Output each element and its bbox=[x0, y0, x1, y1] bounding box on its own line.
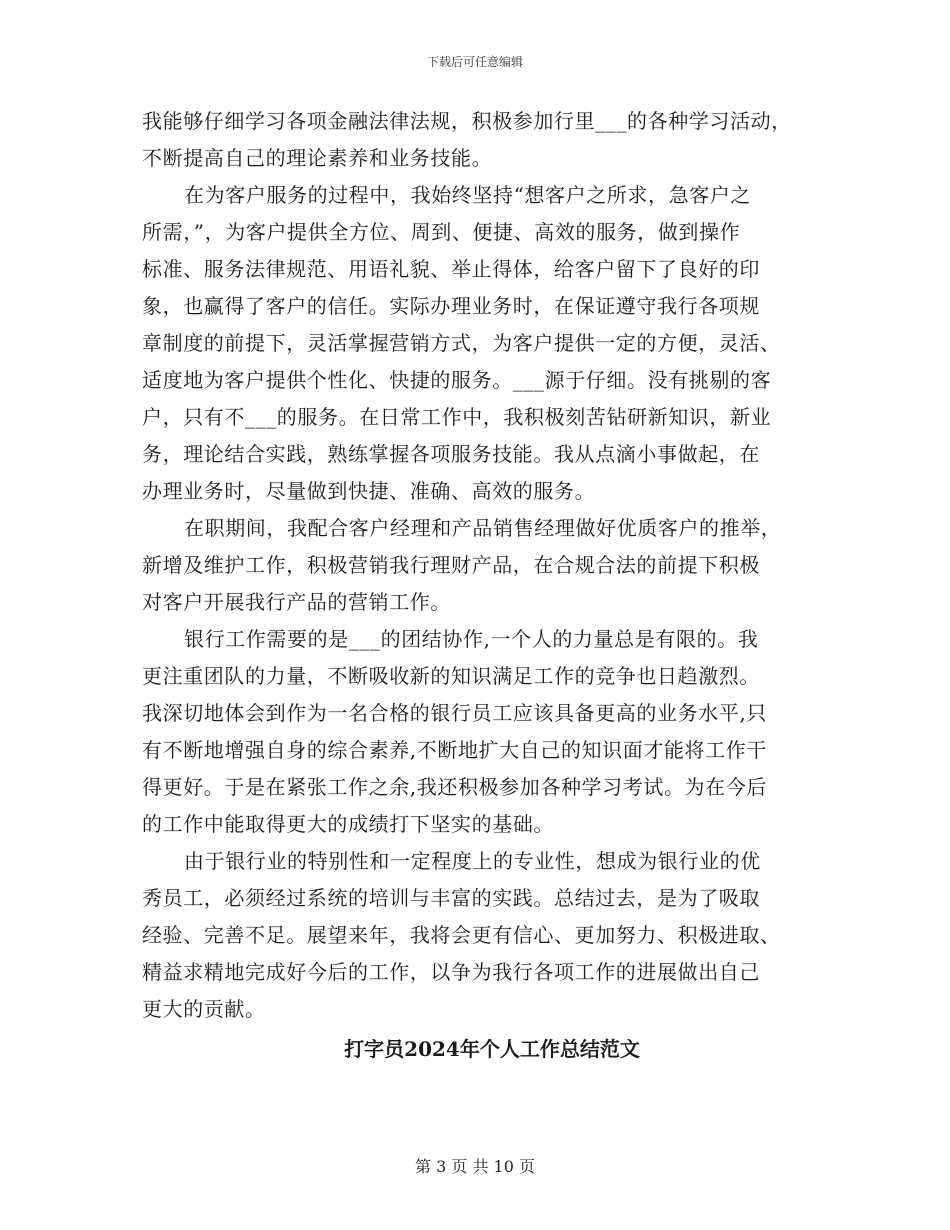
text-line: 所需，”，为客户提供全方位、周到、便捷、高效的服务，做到操作 bbox=[142, 220, 741, 244]
text-line: 精益求精地完成好今后的工作，以争为我行各项工作的进展做出自己 bbox=[142, 960, 760, 984]
page-header-note: 下载后可任意编辑 bbox=[426, 55, 523, 69]
paragraph-start: 在为客户服务的过程中，我始终坚持“想客户之所求，急客户之 bbox=[184, 183, 752, 207]
text-line: 得更好。于是在紧张工作之余,我还积极参加各种学习考试。为在今后 bbox=[142, 775, 767, 799]
text-line: 经验、完善不足。展望来年，我将会更有信心、更加努力、积极进取、 bbox=[142, 923, 781, 947]
text-line: 不断提高自己的理论素养和业务技能。 bbox=[142, 146, 493, 170]
text-line: 的工作中能取得更大的成绩打下坚实的基础。 bbox=[142, 812, 554, 836]
text-line: 办理业务时，尽量做到快捷、准确、高效的服务。 bbox=[142, 479, 596, 503]
text-line: 有不断地增强自身的综合素养,不断地扩大自己的知识面才能将工作干 bbox=[142, 738, 767, 762]
text-line: 适度地为客户提供个性化、快捷的服务。___源于仔细。没有挑剔的客 bbox=[142, 368, 772, 392]
text-line: 象，也赢得了客户的信任。实际办理业务时，在保证遵守我行各项规 bbox=[142, 294, 760, 318]
section-title: 打字员2024年个人工作总结范文 bbox=[344, 1037, 640, 1061]
paragraph-start: 银行工作需要的是___的团结协作,一个人的力量总是有限的。我 bbox=[184, 627, 759, 651]
text-line: 我能够仔细学习各项金融法律法规，积极参加行里___的各种学习活动， bbox=[142, 109, 792, 133]
text-line: 我深切地体会到作为一名合格的银行员工应该具备更高的业务水平,只 bbox=[142, 701, 767, 725]
text-line: 对客户开展我行产品的营销工作。 bbox=[142, 590, 451, 614]
document-body bbox=[142, 103, 822, 1068]
text-line: 章制度的前提下，灵活掌握营销方式，为客户提供一定的方便，灵活、 bbox=[142, 331, 781, 355]
text-line: 户，只有不___的服务。在日常工作中，我积极刻苦钻研新知识，新业 bbox=[142, 405, 772, 429]
page-number: 第 3 页 共 10 页 bbox=[415, 1157, 535, 1176]
text-line: 更大的贡献。 bbox=[142, 997, 266, 1021]
paragraph-start: 由于银行业的特别性和一定程度上的专业性，想成为银行业的优 bbox=[184, 849, 761, 873]
text-line: 标准、服务法律规范、用语礼貌、举止得体，给客户留下了良好的印 bbox=[142, 257, 760, 281]
text-line: 更注重团队的力量，不断吸收新的知识满足工作的竞争也日趋激烈。 bbox=[142, 664, 760, 688]
text-line: 务，理论结合实践，熟练掌握各项服务技能。我从点滴小事做起，在 bbox=[142, 442, 760, 466]
paragraph-start: 在职期间，我配合客户经理和产品销售经理做好优质客户的推举， bbox=[184, 516, 782, 540]
text-line: 秀员工，必须经过系统的培训与丰富的实践。总结过去，是为了吸取 bbox=[142, 886, 760, 910]
text-line: 新增及维护工作，积极营销我行理财产品，在合规合法的前提下积极 bbox=[142, 553, 760, 577]
